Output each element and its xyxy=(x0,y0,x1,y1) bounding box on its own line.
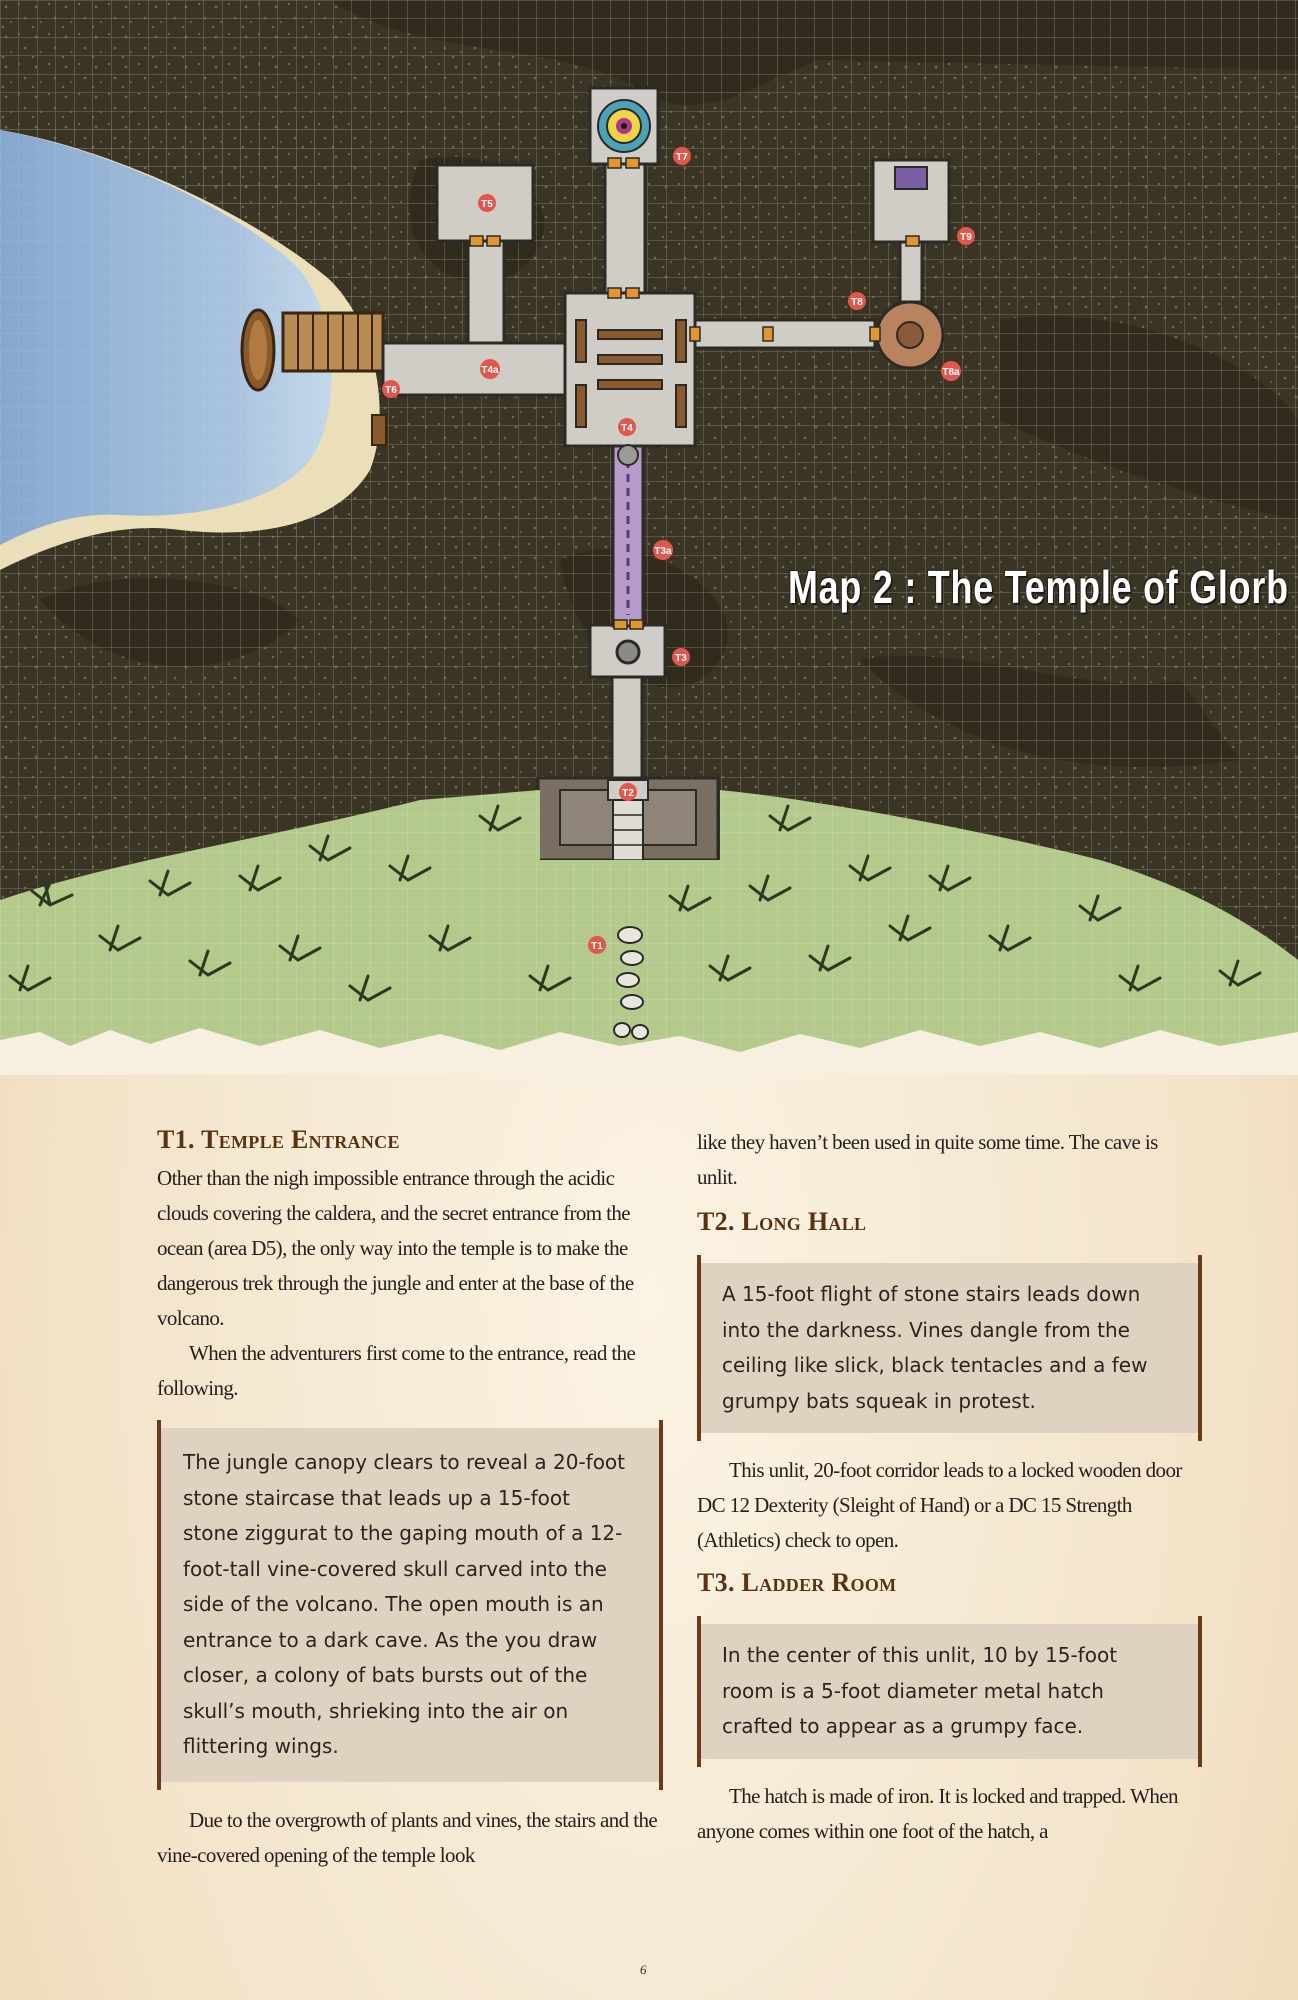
map-label-t6: T6 xyxy=(385,385,397,396)
map-label-t1: T1 xyxy=(591,941,603,952)
t2-read-aloud-box xyxy=(697,1263,1202,1433)
map-label-t3a: T3a xyxy=(654,546,672,557)
t1-paragraph-2: When the adventurers first come to the entrance, read the following. xyxy=(157,1341,636,1400)
t1-continued: like they haven’t been used in quite some time. The cave is unlit. xyxy=(697,1130,1158,1189)
map-label-t4: T4 xyxy=(621,423,633,434)
t1-paragraph-3: Due to the overgrowth of plants and vines, the stairs and the vine-covered opening of the temple look xyxy=(157,1807,658,1867)
t2-paragraph-1: This unlit, 20-foot corridor leads to a locked wooden door DC 12 Dexterity (Sleight of Hand) or a DC 15 Strength (Athletics) check to open. xyxy=(697,1458,1182,1552)
t3-heading: T3. Ladder Room xyxy=(697,1568,897,1597)
t1-read-aloud-box xyxy=(157,1428,663,1782)
right-column xyxy=(697,1125,1202,1849)
map-label-t4a: T4a xyxy=(481,365,499,376)
map-label-t8: T8 xyxy=(851,297,863,308)
t3-paragraph-1: The hatch is made of iron. It is locked and trapped. When anyone comes within one foot of the hatch, a xyxy=(697,1783,1178,1843)
left-column xyxy=(157,1125,663,1873)
t1-heading: T1. Temple Entrance xyxy=(157,1125,400,1154)
t2-heading: T2. Long Hall xyxy=(697,1207,867,1236)
map-label-t8a: T8a xyxy=(942,367,960,378)
map-label-t9: T9 xyxy=(960,232,972,243)
t1-read-aloud-text: The jungle canopy clears to reveal a 20-foot stone staircase that leads up a 15-foot stone ziggurat to the gaping mouth of a 12-foot-tall vine-covered skull carved into the side of the volcano. The open mouth is an entrance to a dark cave. As the you draw closer, a colony of bats bursts out of the skull’s mouth, shrieking into the air on flittering wings. xyxy=(183,1450,626,1758)
t3-read-aloud-box xyxy=(697,1624,1202,1759)
map-label-t2: T2 xyxy=(622,788,634,799)
t1-paragraph-1: Other than the nigh impossible entrance through the acidic clouds covering the caldera, and the secret entrance from the ocean (area D5), the only way into the temple is to make the dangerous trek through the jungle and enter at the base of the volcano. xyxy=(157,1166,634,1330)
map-label-t7: T7 xyxy=(676,152,688,163)
t2-read-aloud-text: A 15-foot flight of stone stairs leads down into the darkness. Vines dangle from the ceiling like slick, black tentacles and a few grumpy bats squeak in protest. xyxy=(722,1282,1148,1413)
t3-read-aloud-text: In the center of this unlit, 10 by 15-foot room is a 5-foot diameter metal hatch crafted to appear as a grumpy face. xyxy=(722,1643,1118,1738)
page-number: 6 xyxy=(640,1962,647,1977)
map-label-t5: T5 xyxy=(481,199,493,210)
map-title: Map 2 : The Temple of Glorb xyxy=(788,561,1289,613)
map-label-t3: T3 xyxy=(675,653,687,664)
